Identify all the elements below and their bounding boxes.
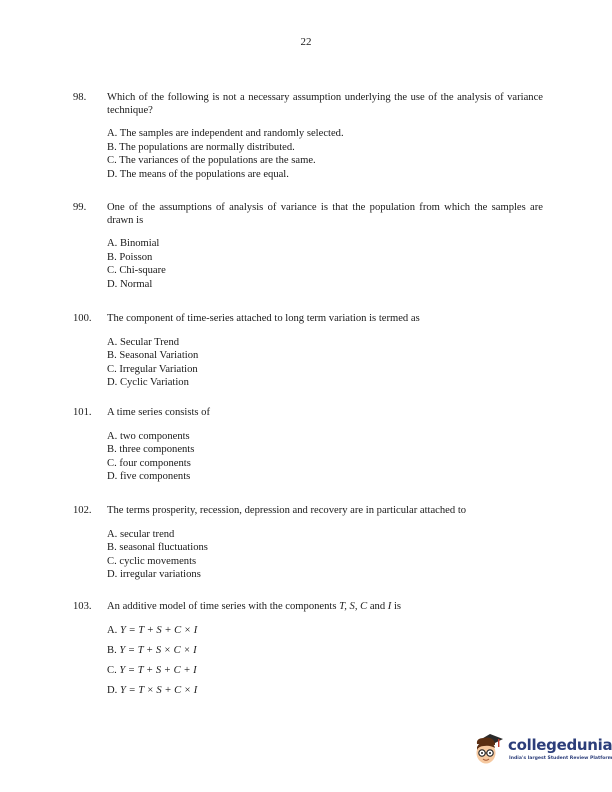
question-number: 101. bbox=[73, 407, 92, 418]
option-formula: Y = T + S × C × I bbox=[119, 644, 197, 656]
question-98 bbox=[73, 92, 543, 181]
question-number: 100. bbox=[73, 313, 92, 324]
option-label: A. bbox=[107, 624, 120, 636]
question-number: 102. bbox=[73, 505, 92, 516]
mascot-face-icon bbox=[474, 732, 504, 766]
stem-variable: I bbox=[387, 601, 392, 612]
stem-text: An additive model of time series with the components bbox=[107, 601, 340, 612]
option-a bbox=[107, 621, 543, 641]
question-stem: The terms prosperity, recession, depression and recovery are in particular attached to bbox=[107, 505, 467, 516]
option-d: D. Cyclic Variation bbox=[107, 377, 189, 389]
option-a: A. Secular Trend bbox=[107, 336, 180, 348]
option-c: C. Irregular Variation bbox=[107, 363, 198, 375]
option-a: A. secular trend bbox=[107, 528, 175, 540]
option-label: D. bbox=[107, 684, 120, 696]
question-stem bbox=[107, 601, 543, 614]
stem-text: is bbox=[391, 601, 402, 612]
question-99 bbox=[73, 202, 543, 291]
option-list bbox=[107, 528, 543, 582]
option-b bbox=[107, 641, 543, 661]
option-d bbox=[107, 681, 543, 701]
question-103 bbox=[73, 601, 543, 701]
option-b: B. three components bbox=[107, 444, 195, 456]
option-a: A. The samples are independent and randomly selected. bbox=[107, 128, 344, 139]
option-a: A. Binomial bbox=[107, 238, 160, 249]
question-stem: A time series consists of bbox=[107, 407, 210, 418]
option-c: C. The variances of the populations are the same. bbox=[107, 155, 316, 167]
option-a: A. two components bbox=[107, 430, 190, 442]
question-100 bbox=[73, 313, 543, 390]
option-c: C. cyclic movements bbox=[107, 555, 197, 567]
option-list bbox=[107, 237, 543, 291]
option-label: C. bbox=[107, 664, 120, 676]
option-list bbox=[107, 127, 543, 181]
option-formula: Y = T × S + C × I bbox=[119, 684, 198, 696]
option-d: D. irregular variations bbox=[107, 569, 201, 581]
collegedunia-logo bbox=[474, 728, 610, 774]
option-c bbox=[107, 661, 543, 681]
option-d: D. Normal bbox=[107, 278, 153, 290]
stem-text: and bbox=[367, 601, 388, 612]
option-b: B. Seasonal Variation bbox=[107, 350, 199, 362]
option-b: B. The populations are normally distributed. bbox=[107, 141, 295, 153]
question-102 bbox=[73, 505, 543, 582]
option-list bbox=[107, 336, 543, 390]
question-stem: Which of the following is not a necessary assumption underlying the use of the analysis of variance technique? bbox=[107, 92, 543, 116]
option-c: C. four components bbox=[107, 457, 191, 469]
option-formula: Y = T + S + C + I bbox=[119, 664, 197, 676]
option-b: B. seasonal fluctuations bbox=[107, 542, 208, 554]
question-number: 99. bbox=[73, 202, 87, 213]
brand-name: collegedunia bbox=[508, 736, 612, 754]
option-list bbox=[107, 430, 543, 484]
brand-tagline: India's largest Student Review Platform bbox=[509, 756, 612, 761]
option-list bbox=[107, 621, 543, 701]
question-number: 103. bbox=[73, 601, 92, 612]
option-b: B. Poisson bbox=[107, 251, 153, 263]
stem-variables: T, S, C bbox=[339, 601, 368, 612]
question-stem: The component of time-series attached to long term variation is termed as bbox=[107, 313, 420, 324]
option-label: B. bbox=[107, 644, 120, 656]
question-number: 98. bbox=[73, 92, 87, 103]
option-d: D. The means of the populations are equal. bbox=[107, 168, 289, 180]
option-formula: Y = T + S + C × I bbox=[119, 624, 198, 636]
option-c: C. Chi-square bbox=[107, 265, 166, 277]
question-101 bbox=[73, 407, 543, 484]
question-stem: One of the assumptions of analysis of variance is that the population from which the samples are drawn is bbox=[107, 202, 543, 226]
page-number: 22 bbox=[300, 36, 312, 48]
option-d: D. five components bbox=[107, 471, 191, 483]
